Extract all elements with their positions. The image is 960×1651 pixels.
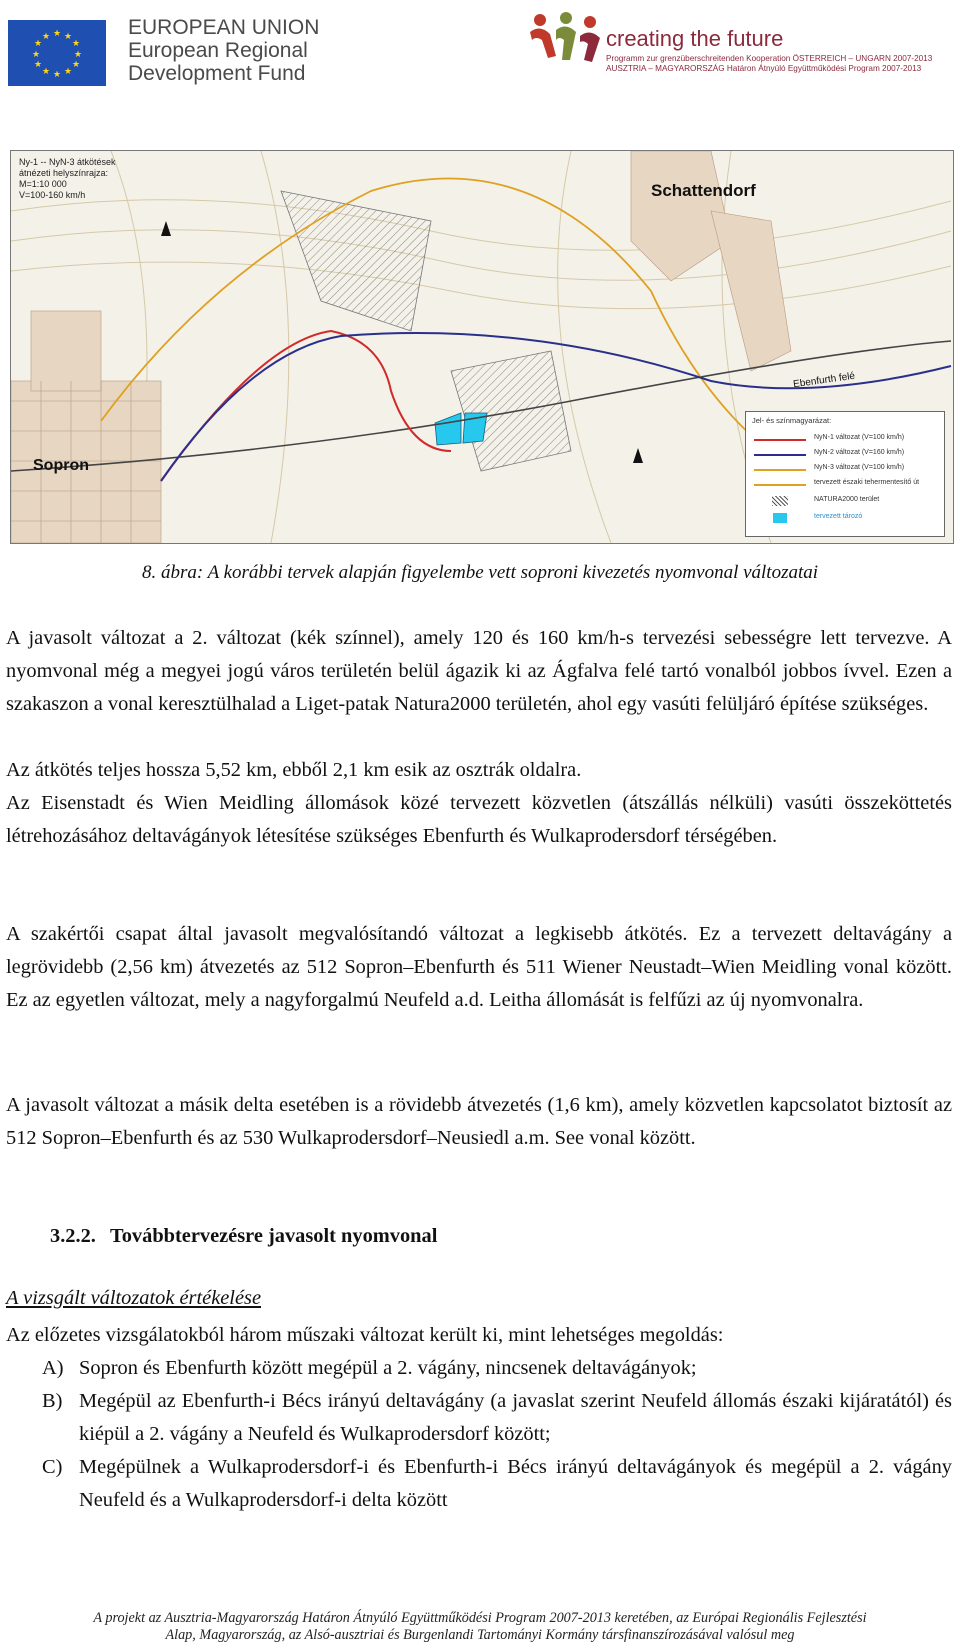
list-item — [6, 1352, 952, 1385]
legend-row — [754, 513, 938, 524]
section-number: 3.2.2. — [50, 1225, 96, 1247]
map-box-line-3: M=1:10 000 — [19, 179, 67, 189]
eu-wordmark — [128, 16, 319, 85]
legend-label: tervezett tározó — [814, 513, 863, 520]
list-marker: B) — [42, 1390, 63, 1412]
list-item — [6, 1385, 952, 1451]
legend-swatch — [773, 513, 787, 523]
legend-swatch — [772, 496, 788, 506]
legend-swatch — [754, 484, 806, 486]
paragraph: A javasolt változat a 2. változat (kék színnel), amely 120 és 160 km/h-s tervezési sebességre lett tervezve. A nyomvonal még a megyei jogú város területén belül ágazik ki az Ágfalva felé tartó vonalból jobbos ívvel. Ezen a szakaszon a vonal keresztülhalad a Liget-patak Natura2000 területén, ahol egy vasúti felüljáró építése szükséges. — [6, 627, 952, 715]
creating-the-future-logo-icon — [526, 10, 604, 72]
legend-row — [754, 479, 938, 490]
svg-text:★: ★ — [63, 32, 73, 42]
svg-text:★: ★ — [52, 29, 62, 39]
legend-title: Jel- és színmagyarázat: — [752, 416, 832, 425]
legend-swatch — [754, 454, 806, 456]
eu-line-3: Development Fund — [128, 62, 306, 85]
legend-row — [754, 464, 938, 475]
map-legend — [745, 411, 945, 537]
legend-swatch — [754, 469, 806, 471]
options-list — [6, 1352, 952, 1517]
intro-paragraph: Az előzetes vizsgálatokból három műszaki változat került ki, mint lehetséges megoldás: — [6, 1324, 724, 1346]
svg-text:★: ★ — [33, 60, 43, 70]
list-item-text: Megépül az Ebenfurth-i Bécs irányú deltavágány (a javaslat szerint Neufeld állomás északi kijáratától) és kiépül a 2. vágány a Neufeld és Wulkaprodersdorf között; — [79, 1390, 952, 1445]
legend-label: NyN-1 változat (V=100 km/h) — [814, 434, 905, 441]
legend-label: NATURA2000 terület — [814, 496, 880, 503]
map-box-title — [19, 157, 116, 201]
eu-flag-logo — [8, 20, 106, 86]
svg-text:★: ★ — [71, 39, 81, 49]
list-item-text: Sopron és Ebenfurth között megépül a 2. vágány, nincsenek deltavágányok; — [79, 1357, 697, 1379]
paragraph: A szakértői csapat által javasolt megvalósítandó változat a legkisebb átkötés. Ez a tervezett deltavágány a legrövidebb (2,56 km) átvezetés az 512 Sopron–Ebenfurth és 511 Wiener Neustadt–Wien Meidling vonal között. Ez az egyetlen változat, mely a nagyforgalmú Neufeld a.d. Leitha állomását is felfűzi az új nyomvonalra. — [6, 923, 952, 1011]
eu-line-1: EUROPEAN UNION — [128, 16, 320, 39]
svg-text:★: ★ — [41, 67, 51, 77]
footer-line-2: Alap, Magyarország, az Alsó-ausztriai és Burgenlandi Tartományi Kormány társfinanszírozásával valósul meg — [165, 1627, 795, 1643]
svg-text:★: ★ — [63, 67, 73, 77]
figure-caption: 8. ábra: A korábbi tervek alapján figyelembe vett soproni kivezetés nyomvonal változatai — [141, 562, 819, 583]
paragraph: Az átkötés teljes hossza 5,52 km, ebből 2,1 km esik az osztrák oldalra. — [6, 759, 582, 781]
page-footer — [0, 1610, 960, 1644]
town-label-schattendorf: Schattendorf — [651, 181, 756, 200]
list-marker: A) — [42, 1357, 64, 1379]
town-label-sopron: Sopron — [33, 457, 89, 474]
legend-row — [754, 449, 938, 460]
svg-text:★: ★ — [41, 32, 51, 42]
ctf-subtitle — [606, 54, 932, 74]
list-item — [6, 1451, 952, 1517]
list-marker: C) — [42, 1456, 63, 1478]
svg-text:★: ★ — [52, 70, 62, 80]
map-box-line-1: Ny-1 -- NyN-3 átkötések — [19, 157, 116, 167]
legend-row — [754, 496, 938, 507]
svg-text:★: ★ — [33, 39, 43, 49]
footer-line-1: A projekt az Ausztria-Magyarország Határon Átnyúló Együttműködési Program 2007-2013 keretében, az Európai Regionális Fejlesztési — [93, 1610, 867, 1626]
map-box-line-4: V=100-160 km/h — [19, 190, 86, 200]
direction-label-ebenfurth: Ebenfurth felé — [792, 370, 856, 391]
ctf-title: creating the future — [606, 26, 784, 51]
legend-label: NyN-3 változat (V=100 km/h) — [814, 464, 905, 471]
eu-line-2: European Regional — [128, 39, 308, 62]
legend-label: NyN-2 változat (V=160 km/h) — [814, 449, 905, 456]
legend-row — [754, 434, 938, 445]
ctf-sub-line-1: Programm zur grenzüberschreitenden Kooperation ÖSTERREICH – UNGARN 2007-2013 — [606, 54, 933, 63]
map-box-line-2: átnézeti helyszínrajza: — [19, 168, 109, 178]
legend-swatch — [754, 439, 806, 441]
subheading: A vizsgált változatok értékelése — [6, 1287, 262, 1309]
paragraph: A javasolt változat a másik delta esetében is a rövidebb átvezetés (1,6 km), amely közvetlen kapcsolatot biztosít az 512 Sopron–Ebenfurth és az 530 Wulkaprodersdorf–Neusiedl a.m. See vonal között. — [6, 1094, 952, 1149]
svg-text:★: ★ — [73, 50, 83, 60]
eu-stars-icon — [8, 20, 106, 86]
legend-label: tervezett északi tehermentesítő út — [814, 479, 920, 486]
section-heading — [50, 1225, 437, 1248]
svg-text:★: ★ — [31, 50, 41, 60]
svg-text:★: ★ — [71, 60, 81, 70]
paragraph: Az Eisenstadt és Wien Meidling állomások közé tervezett közvetlen (átszállás nélküli) vasúti összeköttetés létrehozásához deltavágányok létesítése szükséges Ebenfurth és Wulkaprodersdorf térségében. — [6, 792, 952, 847]
list-item-text: Megépülnek a Wulkaprodersdorf-i és Ebenfurth-i Bécs irányú deltavágányok és megépül a 2. vágány Neufeld és a Wulkaprodersdorf-i delta között — [79, 1456, 952, 1511]
section-title: Továbbtervezésre javasolt nyomvonal — [110, 1225, 438, 1247]
route-map-figure — [10, 150, 954, 544]
ctf-sub-line-2: AUSZTRIA – MAGYARORSZÁG Határon Átnyúló Együttműködési Program 2007-2013 — [606, 64, 922, 73]
